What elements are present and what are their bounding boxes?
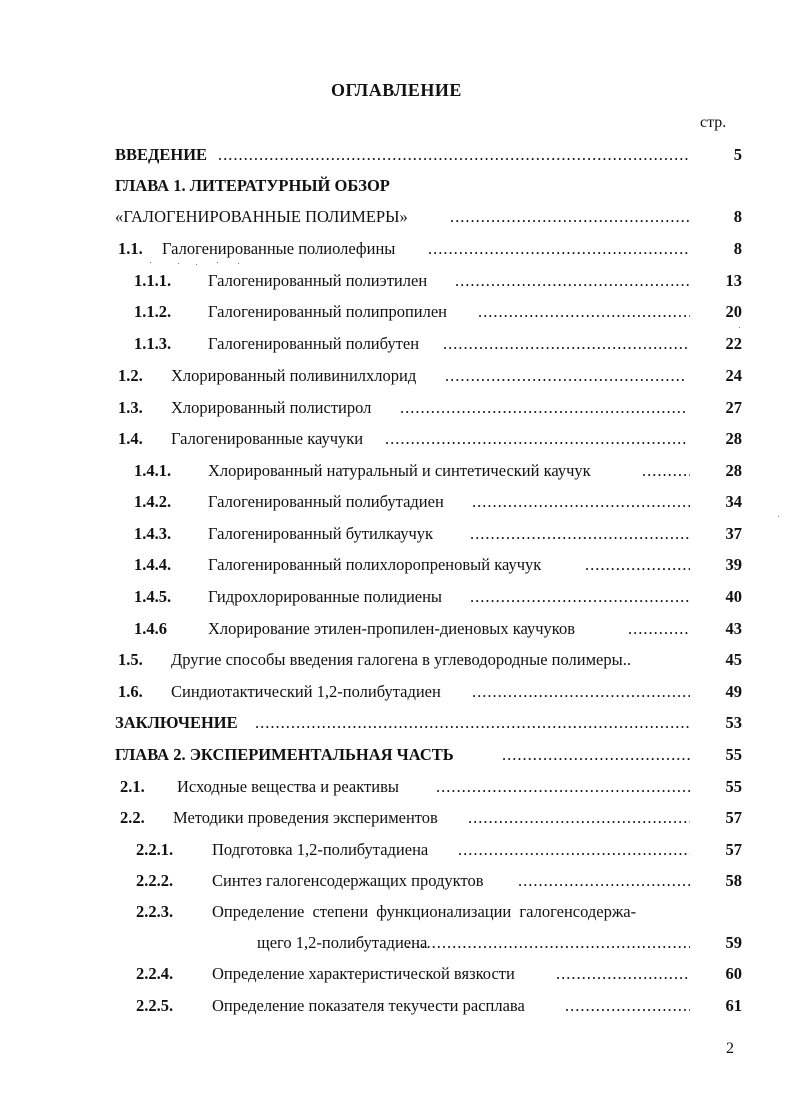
toc-entry-1-4-3[interactable] [0, 522, 793, 546]
toc-entry-number: 1.6. [118, 682, 143, 701]
toc-entry-page: 53 [725, 713, 742, 732]
toc-entry-number: 2.2.5. [136, 996, 174, 1015]
toc-leader [436, 775, 690, 799]
toc-entry-page: 45 [725, 650, 742, 669]
toc-entry-text: Исходные вещества и реактивы [177, 777, 399, 796]
toc-entry-number: 2.2.3. [136, 902, 174, 921]
toc-entry-text: Гидрохлорированные полидиены [208, 587, 443, 606]
toc-entry-chapter-2[interactable] [0, 743, 793, 767]
toc-entry-conclusion[interactable] [0, 711, 793, 735]
toc-entry-text: Синдиотактический 1,2-полибутадиен [171, 682, 441, 701]
toc-leader [565, 994, 690, 1018]
toc-leader [443, 332, 690, 356]
toc-entry-2-2-5[interactable] [0, 994, 793, 1018]
toc-entry-number: 1.4. [118, 429, 143, 448]
toc-entry-text: Галогенированный полибутадиен [208, 492, 444, 511]
toc-entry-page: 37 [725, 524, 742, 543]
toc-leader [445, 364, 685, 388]
toc-entry-page: 13 [725, 271, 742, 290]
toc-entry-page: 22 [725, 334, 742, 353]
toc-leader [218, 143, 690, 167]
toc-entry-number: 1.4.4. [134, 555, 172, 574]
scan-speck [217, 262, 218, 263]
toc-entry-1-4[interactable] [0, 427, 793, 451]
toc-entry-page: 24 [725, 366, 742, 385]
toc-entry-number: 1.4.6 [134, 619, 167, 638]
toc-leader [518, 869, 690, 893]
toc-entry-number: 1.3. [118, 398, 143, 417]
toc-leader [455, 269, 690, 293]
toc-entry-text: «ГАЛОГЕНИРОВАННЫЕ ПОЛИМЕРЫ» [115, 207, 408, 226]
toc-entry-page: 40 [725, 587, 742, 606]
toc-entry-2-2[interactable] [0, 806, 793, 830]
page-column-label: стр. [700, 114, 727, 131]
toc-entry-chapter-1[interactable] [0, 174, 793, 198]
toc-leader [472, 490, 690, 514]
toc-entry-text: Хлорированный поливинилхлорид [171, 366, 417, 385]
toc-entry-1-4-4[interactable] [0, 553, 793, 577]
toc-leader [400, 396, 688, 420]
toc-entry-page: 57 [725, 808, 742, 827]
toc-entry-page: 27 [725, 398, 742, 417]
toc-leader [428, 237, 690, 261]
toc-entry-1-5[interactable] [0, 648, 793, 672]
toc-entry-number: 1.1.1. [134, 271, 172, 290]
toc-entry-2-2-4[interactable] [0, 962, 793, 986]
toc-entry-1-4-5[interactable] [0, 585, 793, 609]
toc-entry-1-3[interactable] [0, 396, 793, 420]
toc-entry-2-2-1[interactable] [0, 838, 793, 862]
toc-entry-page: 34 [725, 492, 742, 511]
toc-entry-text: Определение степени функционализации галогенсодержа- [212, 902, 637, 921]
toc-entry-number: 2.1. [120, 777, 145, 796]
scan-speck [739, 327, 740, 328]
toc-entry-text: Подготовка 1,2-полибутадиена [212, 840, 429, 859]
toc-entry-page: 61 [725, 996, 742, 1015]
toc-entry-2-2-3[interactable] [0, 900, 793, 924]
toc-entry-page: 49 [725, 682, 742, 701]
toc-entry-text: Хлорированный полистирол [171, 398, 372, 417]
toc-leader [385, 427, 688, 451]
scan-speck [238, 263, 239, 264]
toc-entry-text: Другие способы введения галогена в углеводородные полимеры.. [171, 650, 631, 669]
toc-leader [502, 743, 690, 767]
toc-entry-2-1[interactable] [0, 775, 793, 799]
toc-entry-text: Галогенированный полипропилен [208, 302, 448, 321]
toc-entry-1-1-2[interactable] [0, 300, 793, 324]
toc-leader [255, 711, 690, 735]
toc-entry-chapter-1-subtitle[interactable] [0, 205, 793, 229]
toc-entry-text: Синтез галогенсодержащих продуктов [212, 871, 484, 890]
toc-leader [468, 806, 690, 830]
toc-entry-page: 5 [733, 145, 742, 164]
toc-leader [642, 459, 690, 483]
toc-entry-text: Хлорированный натуральный и синтетический каучук [208, 461, 591, 480]
toc-leader [470, 585, 690, 609]
toc-entry-page: 8 [733, 207, 742, 226]
toc-leader [406, 931, 690, 955]
toc-entry-number: 2.2.1. [136, 840, 174, 859]
toc-entry-1-2[interactable] [0, 364, 793, 388]
toc-entry-number: 1.5. [118, 650, 143, 669]
toc-entry-number: 2.2. [120, 808, 145, 827]
toc-entry-page: 43 [725, 619, 742, 638]
toc-entry-page: 57 [725, 840, 742, 859]
toc-entry-1-4-6[interactable] [0, 617, 793, 641]
toc-leader [478, 300, 690, 324]
toc-entry-1-1[interactable] [0, 237, 793, 261]
toc-entry-page: 60 [725, 964, 742, 983]
toc-entry-text: Галогенированные полиолефины [162, 239, 396, 258]
toc-entry-text: Галогенированный бутилкаучук [208, 524, 434, 543]
toc-entry-number: 1.1. [118, 239, 143, 258]
toc-entry-2-2-3-continuation[interactable] [0, 931, 793, 955]
scan-speck [196, 264, 197, 265]
toc-entry-page: 28 [725, 461, 742, 480]
toc-entry-2-2-2[interactable] [0, 869, 793, 893]
scan-speck [150, 262, 151, 263]
toc-leader [472, 680, 690, 704]
toc-entry-1-6[interactable] [0, 680, 793, 704]
toc-leader [470, 522, 690, 546]
toc-entry-number: 1.4.5. [134, 587, 172, 606]
toc-entry-text: ЗАКЛЮЧЕНИЕ [115, 713, 238, 732]
toc-entry-page: 58 [725, 871, 742, 890]
toc-entry-text: щего 1,2-полибутадиена [257, 933, 428, 952]
toc-entry-text: Определение характеристической вязкости [212, 964, 515, 983]
scan-speck [178, 263, 179, 264]
toc-entry-text: ВВЕДЕНИЕ [115, 145, 208, 164]
toc-entry-page: 28 [725, 429, 742, 448]
toc-entry-text: ГЛАВА 1. ЛИТЕРАТУРНЫЙ ОБЗОР [115, 176, 390, 195]
toc-entry-page: 55 [725, 745, 742, 764]
toc-entry-number: 1.1.3. [134, 334, 172, 353]
toc-entry-text: Галогенированный полиэтилен [208, 271, 428, 290]
toc-entry-text: ГЛАВА 2. ЭКСПЕРИМЕНТАЛЬНАЯ ЧАСТЬ [115, 745, 454, 764]
toc-entry-number: 2.2.4. [136, 964, 174, 983]
toc-entry-1-1-3[interactable] [0, 332, 793, 356]
toc-entry-number: 1.4.2. [134, 492, 172, 511]
toc-entry-text: Определение показателя текучести расплава [212, 996, 525, 1015]
toc-entry-page: 8 [733, 239, 742, 258]
toc-entry-number: 1.1.2. [134, 302, 172, 321]
toc-entry-text: Галогенированный полихлоропреновый каучук [208, 555, 542, 574]
toc-entry-number: 1.4.1. [134, 461, 172, 480]
toc-leader [450, 205, 690, 229]
page-title: ОГЛАВЛЕНИЕ [331, 80, 462, 100]
toc-entry-text: Галогенированные каучуки [171, 429, 364, 448]
toc-leader [458, 838, 690, 862]
toc-entry-page: 59 [725, 933, 742, 952]
toc-entry-page: 20 [725, 302, 742, 321]
toc-entry-number: 1.4.3. [134, 524, 172, 543]
toc-entry-number: 2.2.2. [136, 871, 174, 890]
toc-entry-introduction[interactable] [0, 143, 793, 167]
toc-leader [585, 553, 690, 577]
toc-leader [628, 617, 690, 641]
toc-entry-text: Методики проведения экспериментов [173, 808, 438, 827]
toc-entry-1-4-2[interactable] [0, 490, 793, 514]
toc-entry-text: Хлорирование этилен-пропилен-диеновых каучуков [208, 619, 576, 638]
toc-leader [556, 962, 690, 986]
toc-entry-page: 39 [725, 555, 742, 574]
scan-speck [778, 516, 779, 517]
toc-entry-page: 55 [725, 777, 742, 796]
page-number: 2 [726, 1040, 734, 1057]
toc-entry-1-4-1[interactable] [0, 459, 793, 483]
toc-entry-text: Галогенированный полибутен [208, 334, 420, 353]
toc-entry-1-1-1[interactable] [0, 269, 793, 293]
toc-entry-number: 1.2. [118, 366, 143, 385]
